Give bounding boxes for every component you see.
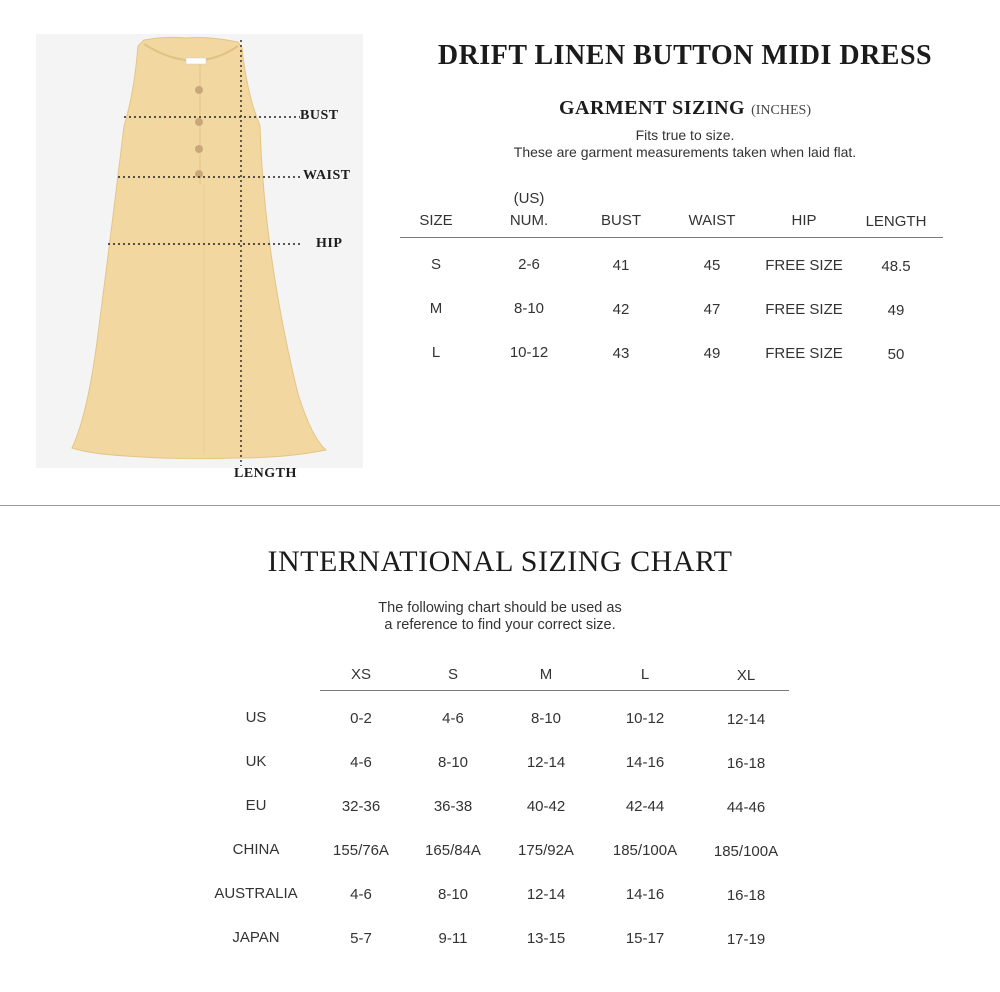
table-cell: 155/76A	[333, 842, 389, 859]
table-cell: 9-11	[438, 930, 468, 947]
table-cell: 2-6	[518, 256, 540, 273]
col-header-s: S	[447, 666, 458, 683]
table-cell: 14-16	[625, 754, 665, 771]
col-header-waist: WAIST	[688, 212, 736, 229]
col-header-l: L	[640, 666, 650, 683]
table-cell: 185/100A	[713, 843, 779, 860]
table-cell: 16-18	[726, 887, 766, 904]
table-cell: 5-7	[350, 930, 372, 947]
col-header-xs: XS	[350, 666, 371, 683]
table-cell: FREE SIZE	[765, 301, 843, 318]
measurement-note: These are garment measurements taken when laid flat.	[513, 144, 857, 160]
fit-note: Fits true to size.	[635, 127, 735, 143]
garment-sizing-heading	[400, 97, 970, 120]
row-label-australia: AUSTRALIA	[214, 885, 298, 902]
col-header-hip: HIP	[791, 212, 817, 229]
table-cell: 45	[703, 257, 721, 274]
table-cell: 175/92A	[518, 842, 574, 859]
table-cell: 15-17	[625, 930, 665, 947]
table-cell: S	[430, 256, 441, 273]
table-cell: 14-16	[625, 886, 665, 903]
row-label-eu: EU	[245, 797, 267, 814]
table-cell: 185/100A	[612, 842, 678, 859]
row-label-uk: UK	[245, 753, 267, 770]
intl-note-line2: a reference to find your correct size.	[384, 617, 616, 633]
table-cell: 44-46	[726, 799, 766, 816]
intl-table-rule	[320, 690, 789, 691]
table-cell: 8-10	[530, 710, 562, 727]
table-cell: 32-36	[341, 798, 381, 815]
table-cell: 8-10	[513, 300, 545, 317]
bust-label: BUST	[300, 108, 339, 123]
waist-label: WAIST	[303, 168, 351, 183]
table-cell: 17-19	[726, 931, 766, 948]
table-cell: L	[431, 344, 441, 361]
col-header-xl: XL	[736, 667, 756, 684]
table-cell: 12-14	[526, 754, 566, 771]
table-cell: 10-12	[509, 344, 549, 361]
table-cell: M	[429, 300, 443, 317]
garment-table-rule	[400, 237, 943, 238]
garment-sizing-title: GARMENT SIZING	[558, 97, 746, 119]
col-header-size: SIZE	[419, 212, 453, 229]
product-title: DRIFT LINEN BUTTON MIDI DRESS	[437, 40, 933, 71]
dress-image	[36, 34, 363, 468]
section-divider	[0, 505, 1000, 506]
table-cell: 47	[703, 301, 721, 318]
col-header-num: NUM.	[509, 212, 549, 229]
col-header-m: M	[539, 666, 553, 683]
table-cell: 49	[703, 345, 721, 362]
intl-note-line1: The following chart should be used as	[378, 600, 622, 616]
table-cell: 48.5	[881, 258, 911, 275]
table-cell: 4-6	[442, 710, 464, 727]
table-cell: 49	[887, 302, 905, 319]
table-cell: 13-15	[526, 930, 566, 947]
table-cell: 8-10	[437, 754, 469, 771]
row-label-japan: JAPAN	[232, 929, 280, 946]
col-header-us: (US)	[513, 190, 545, 207]
col-header-length: LENGTH	[865, 213, 927, 230]
intl-chart-title: INTERNATIONAL SIZING CHART	[267, 545, 733, 578]
row-label-us: US	[245, 709, 267, 726]
table-cell: 40-42	[526, 798, 566, 815]
table-cell: 43	[612, 345, 630, 362]
garment-sizing-unit: (INCHES)	[751, 103, 811, 118]
table-cell: 165/84A	[425, 842, 481, 859]
table-cell: 42-44	[625, 798, 665, 815]
table-cell: 42	[612, 301, 630, 318]
row-label-china: CHINA	[232, 841, 280, 858]
table-cell: 4-6	[350, 754, 372, 771]
table-cell: 8-10	[437, 886, 469, 903]
table-cell: 36-38	[433, 798, 473, 815]
table-cell: 0-2	[350, 710, 372, 727]
table-cell: 50	[887, 346, 905, 363]
col-header-bust: BUST	[600, 212, 641, 229]
table-cell: 10-12	[625, 710, 665, 727]
table-cell: 12-14	[526, 886, 566, 903]
table-cell: 4-6	[350, 886, 372, 903]
table-cell: 12-14	[726, 711, 766, 728]
table-cell: 41	[612, 257, 630, 274]
dress-illustration	[36, 34, 363, 468]
hip-label: HIP	[316, 236, 343, 251]
table-cell: FREE SIZE	[765, 345, 843, 362]
table-cell: FREE SIZE	[765, 257, 843, 274]
length-label: LENGTH	[234, 466, 297, 481]
table-cell: 16-18	[726, 755, 766, 772]
